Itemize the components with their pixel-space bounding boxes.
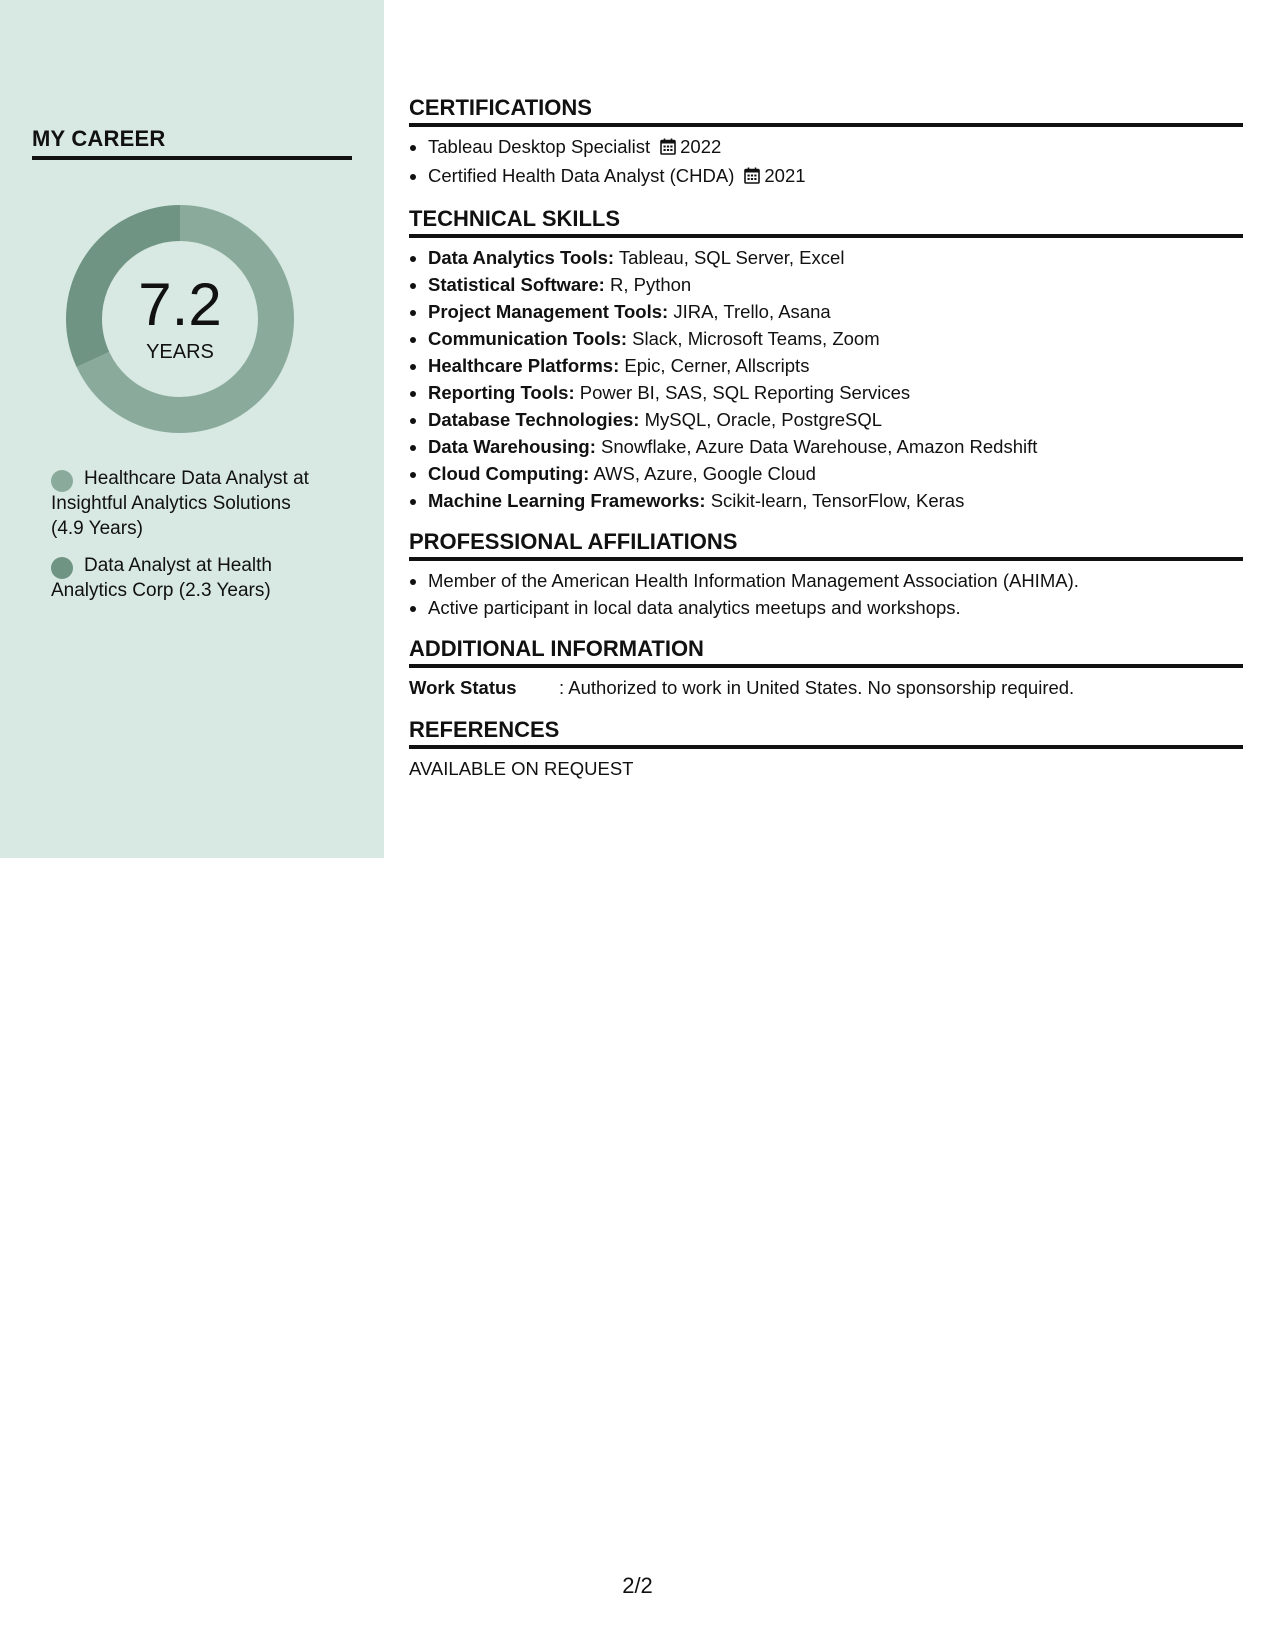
career-dot-icon (51, 557, 73, 579)
certification-year: 2021 (764, 165, 806, 186)
page-number: 2/2 (622, 1573, 653, 1598)
work-status-row (409, 674, 1243, 701)
skill-label: Data Analytics Tools: (428, 247, 615, 268)
skill-value: Slack, Microsoft Teams, Zoom (627, 328, 880, 349)
skill-value: MySQL, Oracle, PostgreSQL (639, 409, 883, 430)
certification-name: Certified Health Data Analyst (CHDA) (428, 165, 735, 186)
skill-item (428, 271, 1243, 298)
references-text: AVAILABLE ON REQUEST (409, 758, 634, 779)
career-heading: MY CAREER (32, 126, 352, 160)
certification-item (428, 133, 1243, 162)
work-status-label: Work Status (409, 677, 517, 698)
skill-value: AWS, Azure, Google Cloud (589, 463, 816, 484)
calendar-icon (744, 164, 760, 191)
skill-value: Scikit-learn, TensorFlow, Keras (705, 490, 965, 511)
affiliation-item: • Active participant in local data analytics meetups and workshops. (428, 594, 1243, 621)
skill-item (428, 406, 1243, 433)
certifications-list (409, 133, 1243, 191)
skill-item (428, 298, 1243, 325)
calendar-icon (660, 135, 676, 162)
career-item-text: Healthcare Data Analyst at Insightful Analytics Solutions (4.9 Years) (51, 468, 309, 539)
skill-value: R, Python (604, 274, 692, 295)
skill-value: Tableau, SQL Server, Excel (614, 247, 845, 268)
skill-value: Epic, Cerner, Allscripts (619, 355, 810, 376)
skill-item (428, 352, 1243, 379)
skill-item (428, 433, 1243, 460)
technical-skills-list (409, 244, 1243, 514)
additional-info-heading: ADDITIONAL INFORMATION (409, 635, 1243, 668)
skill-value: Snowflake, Azure Data Warehouse, Amazon Redshift (595, 436, 1038, 457)
skill-item (428, 379, 1243, 406)
skill-label: Statistical Software: (428, 274, 605, 295)
career-item (51, 466, 321, 541)
skill-label: Reporting Tools: (428, 382, 575, 403)
skill-item (428, 325, 1243, 352)
references-heading: REFERENCES (409, 716, 1243, 749)
skill-label: Healthcare Platforms: (428, 355, 620, 376)
skill-value: Power BI, SAS, SQL Reporting Services (574, 382, 911, 403)
career-dot-icon (51, 470, 73, 492)
affiliation-item: • Member of the American Health Information Management Association (AHIMA). (428, 567, 1243, 594)
career-item (51, 553, 321, 603)
certifications-heading: CERTIFICATIONS (409, 94, 1243, 127)
skill-label: Data Warehousing: (428, 436, 596, 457)
skill-item (428, 487, 1243, 514)
skill-label: Project Management Tools: (428, 301, 669, 322)
skill-label: Cloud Computing: (428, 463, 590, 484)
skill-value: JIRA, Trello, Asana (668, 301, 831, 322)
skill-label: Machine Learning Frameworks: (428, 490, 706, 511)
career-list (51, 466, 321, 615)
skill-item (428, 460, 1243, 487)
skill-label: Communication Tools: (428, 328, 628, 349)
sidebar (0, 0, 384, 858)
total-years-label: YEARS (146, 341, 214, 363)
total-years-value: 7.2 (138, 271, 222, 338)
career-item-text: Data Analyst at Health Analytics Corp (2.3 Years) (51, 555, 272, 601)
technical-skills-heading: TECHNICAL SKILLS (409, 205, 1243, 238)
certification-item (428, 162, 1243, 191)
skill-label: Database Technologies: (428, 409, 640, 430)
certification-year: 2022 (680, 136, 722, 157)
certification-name: Tableau Desktop Specialist (428, 136, 651, 157)
affiliations-list (409, 567, 1243, 621)
skill-item (428, 244, 1243, 271)
affiliations-heading: PROFESSIONAL AFFILIATIONS (409, 528, 1243, 561)
main-content (409, 94, 1243, 782)
work-status-value: : Authorized to work in United States. No sponsorship required. (559, 677, 1075, 698)
